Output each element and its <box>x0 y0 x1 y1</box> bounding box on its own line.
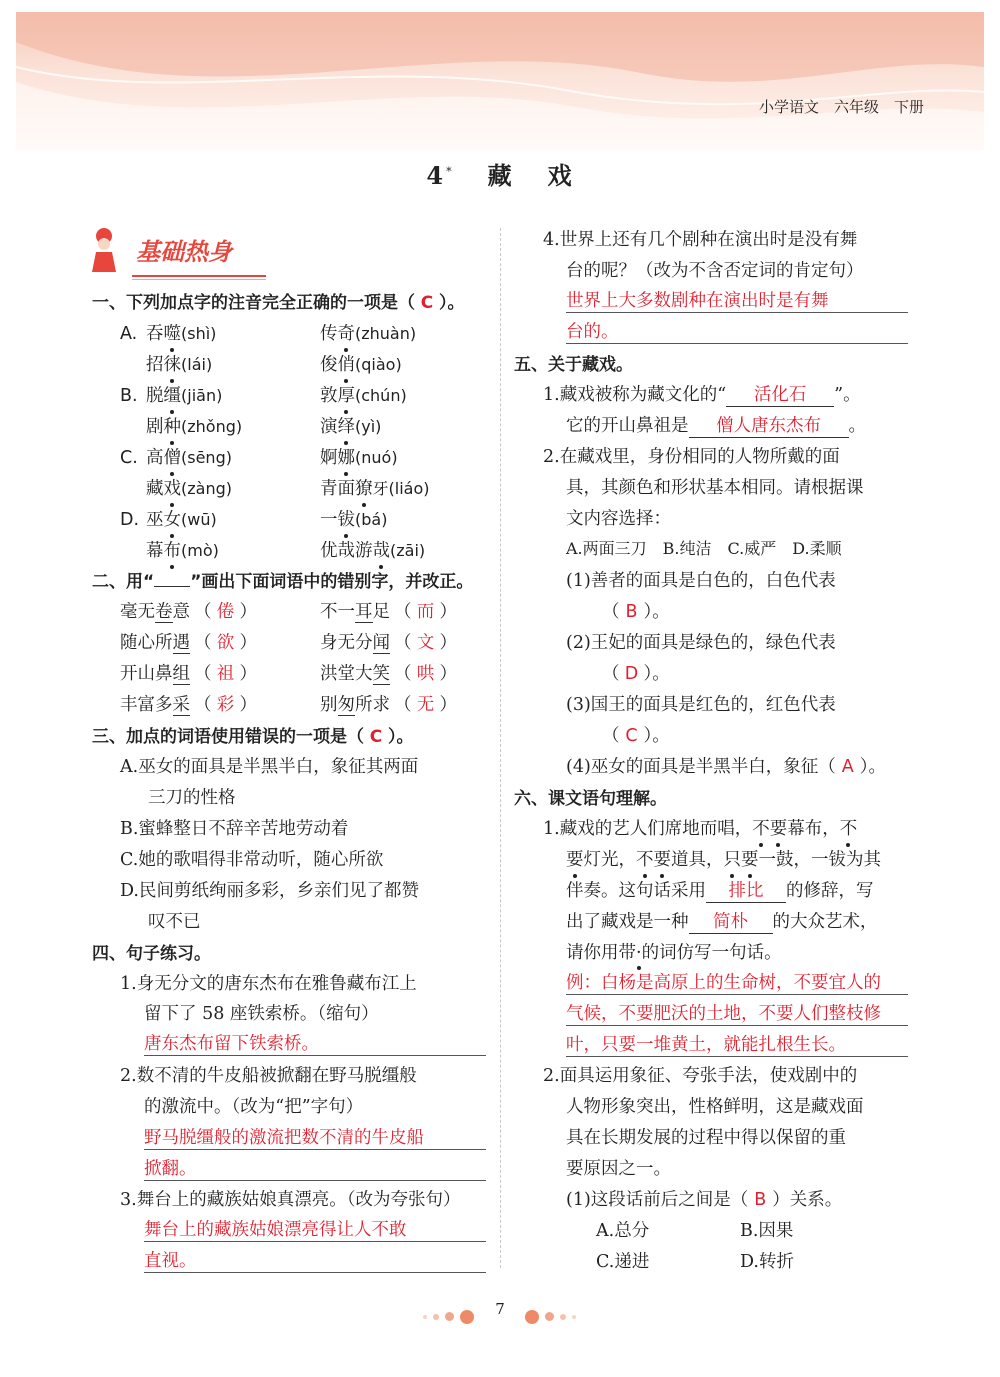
q5-p1-line2: 它的开山鼻祖是 僧人唐东杰布 。 <box>566 412 866 438</box>
q2-stem: 二、用“ ”画出下面词语中的错别字，并改正。 <box>92 572 474 592</box>
q6-p2-line2: 人物形象突出，性格鲜明，这是藏戏面 <box>566 1097 864 1117</box>
q6-p2-line1: 2.面具运用象征、夸张手法，使戏剧中的 <box>543 1066 858 1086</box>
q1-stem: 一、下列加点字的注音完全正确的一项是（ C ）。 <box>92 293 465 313</box>
q1-option-left: A. 吞噬(shì) <box>120 320 216 345</box>
q1-option-right: 俊俏(qiào) <box>320 351 402 376</box>
q6-example-line1: 例：白杨是高原上的生命树，不要宜人的 <box>566 969 908 995</box>
emphasis-char: 要 <box>566 846 584 871</box>
q6-sub1-answer: B <box>754 1190 767 1210</box>
title-char-1: 藏 <box>487 161 514 190</box>
title-char-2: 戏 <box>547 161 574 190</box>
q6-answer-1: 排比 <box>706 877 786 903</box>
q6-answer-2: 简朴 <box>689 908 773 934</box>
page-dots-right <box>522 1306 579 1320</box>
q2-item: 开山鼻组 （ 祖 ） <box>120 664 257 684</box>
q1-option-right: 一钹(bá) <box>320 506 387 531</box>
q6-p2-line4: 要原因之一。 <box>566 1159 671 1179</box>
q4-answer-4-line1: 世界上大多数剧种在演出时是有舞 <box>566 287 908 313</box>
q2-item: 随心所遇 （ 欲 ） <box>120 633 257 653</box>
title-star: * <box>446 165 454 178</box>
q4-s2-line2: 的激流中。（改为“把”字句） <box>144 1097 364 1117</box>
page-title <box>0 156 1000 191</box>
q2-item: 别匆所求 （ 无 ） <box>320 695 457 715</box>
q5-choices: A.两面三刀 B.纯洁 C.威严 D.柔顺 <box>566 539 842 558</box>
q6-p1-line5: 请你用带·的词仿写一句话。 <box>566 943 782 963</box>
book-label: 小学语文 六年级 下册 <box>758 98 924 116</box>
q4-answer-4-line2: 台的。 <box>566 318 908 344</box>
q6-p1-line2: 要灯光，不要道具，只要一鼓，一钹为其 <box>566 846 881 871</box>
q3-option-c: C.她的歌唱得非常动听，随心所欲 <box>120 850 384 870</box>
q2-item: 毫无卷意 （ 倦 ） <box>120 602 257 622</box>
q6-option-c: C.递进 <box>596 1252 650 1272</box>
q4-s4-line2: 台的呢？（改为不含否定词的肯定句） <box>566 261 864 281</box>
header-wave-decoration <box>16 12 984 150</box>
q6-p1-line3: 伴奏。这句话采用 排比 的修辞，写 <box>566 877 874 903</box>
emphasis-char: 只 <box>724 846 742 871</box>
q1-option-right: 优哉游哉(zāi) <box>320 537 425 562</box>
q3-option-b: B.蜜蜂整日不辞辛苦地劳动着 <box>120 819 349 839</box>
q1-option-left: B. 脱缰(jiān) <box>120 382 222 407</box>
emphasis-char: 不 <box>840 815 858 840</box>
q4-stem: 四、句子练习。 <box>92 944 211 964</box>
q6-sub1: (1)这段话前后之间是（ B ）关系。 <box>566 1190 843 1210</box>
q6-stem: 六、课文语句理解。 <box>514 789 667 809</box>
q5-answer-1: 活化石 <box>726 381 834 407</box>
q6-example-line2: 气候，不要肥沃的土地，不要人们整枝修 <box>566 1000 908 1026</box>
q1-option-right: 敦厚(chún) <box>320 382 407 407</box>
q5-p1-line1: 1.藏戏被称为藏文化的“ 活化石 ”。 <box>543 381 861 407</box>
q5-sub1-answer: （ B ）。 <box>602 602 670 622</box>
q4-s2-line1: 2.数不清的牛皮船被掀翻在野马脱缰般 <box>120 1066 417 1086</box>
q1-option-left: 招徕(lái) <box>120 351 212 376</box>
q4-s4-line1: 4.世界上还有几个剧种在演出时是没有舞 <box>543 230 858 250</box>
q3-option-a-cont: 三刀的性格 <box>148 788 236 808</box>
q5-sub2: (2)王妃的面具是绿色的，绿色代表 <box>566 633 836 653</box>
q4-s1-line2: 留下了 58 座铁索桥。（缩句） <box>144 1004 379 1024</box>
q1-option-right: 演绎(yì) <box>320 413 381 438</box>
q6-example-line3: 叶，只要一堆黄土，就能扎根生长。 <box>566 1031 908 1057</box>
q1-option-left: 剧种(zhǒng) <box>120 413 242 438</box>
q1-option-left: C. 高僧(sēng) <box>120 444 232 469</box>
q6-p2-line3: 具在长期发展的过程中得以保留的重 <box>566 1128 846 1148</box>
page-number: 7 <box>495 1300 505 1318</box>
q6-option-b: B.因果 <box>740 1221 794 1241</box>
q4-answer-1: 唐东杰布留下铁索桥。 <box>144 1030 486 1056</box>
column-divider <box>500 228 501 1268</box>
q4-answer-3-line2: 直视。 <box>144 1247 486 1273</box>
header-band <box>16 12 984 150</box>
q1-option-left: 藏戏(zàng) <box>120 475 232 500</box>
q6-option-a: A.总分 <box>596 1221 650 1241</box>
title-number: 4 <box>426 161 446 190</box>
q4-s3: 3.舞台上的藏族姑娘真漂亮。（改为夸张句） <box>120 1190 461 1210</box>
q5-sub1: (1)善者的面具是白色的，白色代表 <box>566 571 836 591</box>
q5-sub4: (4)巫女的面具是半黑半白，象征（ A ）。 <box>566 757 887 777</box>
q5-sub2-answer: （ D ）。 <box>602 664 670 684</box>
emphasis-char: 要 <box>741 846 759 871</box>
q6-p1-line1: 1.藏戏的艺人们席地而唱，不要幕布，不 <box>543 815 857 840</box>
emphasis-char: 要 <box>770 815 788 840</box>
q5-answer-2: 僧人唐东杰布 <box>689 412 849 438</box>
emphasis-char: 不 <box>636 846 654 871</box>
q6-p1-line4: 出了藏戏是一种 简朴 的大众艺术， <box>566 908 878 934</box>
q2-item: 洪堂大笑 （ 哄 ） <box>320 664 457 684</box>
q5-stem: 五、关于藏戏。 <box>514 355 633 375</box>
q4-answer-2-line2: 掀翻。 <box>144 1155 486 1181</box>
q2-item: 不一耳足 （ 而 ） <box>320 602 457 622</box>
q3-option-d-cont: 叹不已 <box>148 912 201 932</box>
section-badge-title: 基础热身 <box>136 238 232 266</box>
q2-item: 丰富多采 （ 彩 ） <box>120 695 257 715</box>
q5-p2-line1: 2.在藏戏里，身份相同的人物所戴的面 <box>543 447 840 467</box>
q4-s1-line1: 1.身无分文的唐东杰布在雅鲁藏布江上 <box>120 974 417 994</box>
q5-p2-line3: 文内容选择： <box>566 509 671 529</box>
q3-stem: 三、加点的词语使用错误的一项是（ C ）。 <box>92 727 414 747</box>
q3-option-d: D.民间剪纸绚丽多彩，乡亲们见了都赞 <box>120 881 419 901</box>
emphasis-char: 不 <box>752 815 770 840</box>
q3-option-a: A.巫女的面具是半黑半白，象征其两面 <box>120 757 419 777</box>
q5-sub4-answer: A <box>841 757 854 777</box>
q5-sub3-answer: （ C ）。 <box>602 726 670 746</box>
q4-answer-3-line1: 舞台上的藏族姑娘漂亮得让人不敢 <box>144 1216 486 1242</box>
q1-option-right: 婀娜(nuó) <box>320 444 398 469</box>
q4-answer-2-line1: 野马脱缰般的激流把数不清的牛皮船 <box>144 1124 486 1150</box>
q5-p2-line2: 具，其颜色和形状基本相同。请根据课 <box>566 478 864 498</box>
q1-answer: C <box>420 293 434 313</box>
q1-option-left: 幕布(mò) <box>120 537 219 562</box>
q1-option-right: 传奇(zhuàn) <box>320 320 416 345</box>
q1-option-left: D. 巫女(wū) <box>120 506 217 531</box>
q1-option-right: 青面獠牙(liáo) <box>320 475 429 500</box>
emphasis-char: 要 <box>654 846 672 871</box>
q6-option-d: D.转折 <box>740 1252 794 1272</box>
q5-sub3: (3)国王的面具是红色的，红色代表 <box>566 695 836 715</box>
q2-item: 身无分闻 （ 文 ） <box>320 633 457 653</box>
q3-answer: C <box>369 727 383 747</box>
